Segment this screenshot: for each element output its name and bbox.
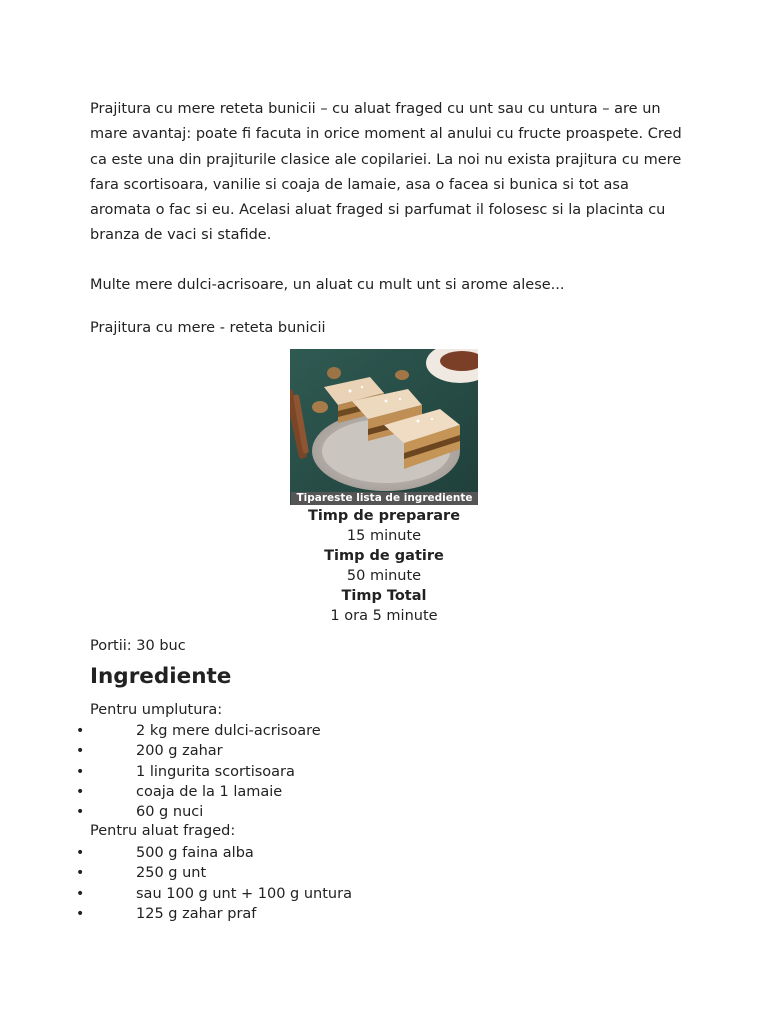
intro-paragraph: Prajitura cu mere reteta bunicii – cu aluat fraged cu unt sau cu untura – are un mare avantaj: poate fi facuta in orice moment al anului cu fructe proaspete. Cred ca este una din prajiturile clasice ale copilariei. La noi nu exista prajitura cu mere fara scortisoara, vanilie si coaja de lamaie, asa o facea si bunica si tot asa aromata o fac si eu. Acelasi aluat fraged si parfumat il folosesc si la placinta cu branza de vaci si stafide.	[90, 101, 682, 244]
portions-text: Portii: 30 buc	[90, 638, 186, 654]
ingredient-text: 2 kg mere dulci-acrisoare	[136, 723, 321, 739]
ingredient-text: 1 lingurita scortisoara	[136, 763, 295, 780]
prep-time-value: 15 minute	[346, 528, 422, 544]
bullet-icon: •	[76, 804, 85, 821]
ingredient-text: 200 g zahar	[136, 743, 223, 760]
ingredient-text: 250 g unt	[136, 865, 207, 882]
total-time-value: 1 ora 5 minute	[330, 608, 438, 624]
bullet-icon: •	[76, 783, 85, 800]
bullet-icon: •	[76, 865, 85, 882]
filling-section-label: Pentru umplutura:	[90, 702, 223, 718]
cook-time-label: Timp de gatire	[324, 548, 444, 564]
ingredients-heading: Ingrediente	[90, 664, 232, 689]
ingredient-text: 60 g nuci	[136, 804, 204, 821]
intro-tagline: Multe mere dulci-acrisoare, un aluat cu mult unt si arome alese...	[90, 277, 565, 293]
bullet-icon: •	[76, 845, 85, 861]
total-time-label: Timp Total	[341, 588, 427, 604]
apple-cake-image	[290, 349, 478, 505]
bullet-icon: •	[76, 763, 85, 780]
recipe-times	[234, 506, 534, 626]
apple-cake-photo	[290, 349, 478, 505]
ingredient-text: 125 g zahar praf	[136, 905, 257, 922]
bullet-icon: •	[76, 885, 85, 902]
print-ingredients-link[interactable]: Tipareste lista de ingrediente	[291, 492, 478, 505]
bullet-icon: •	[76, 723, 85, 739]
prep-time-label: Timp de preparare	[307, 508, 461, 524]
bullet-icon: •	[76, 905, 85, 922]
ingredient-text: coaja de la 1 lamaie	[136, 783, 283, 800]
bullet-icon: •	[76, 743, 85, 760]
recipe-title: Prajitura cu mere - reteta bunicii	[90, 320, 326, 336]
cook-time-value: 50 minute	[346, 568, 422, 584]
ingredient-text: sau 100 g unt + 100 g untura	[136, 885, 352, 902]
dough-section-label: Pentru aluat fraged:	[90, 823, 236, 839]
ingredient-text: 500 g faina alba	[136, 845, 254, 861]
